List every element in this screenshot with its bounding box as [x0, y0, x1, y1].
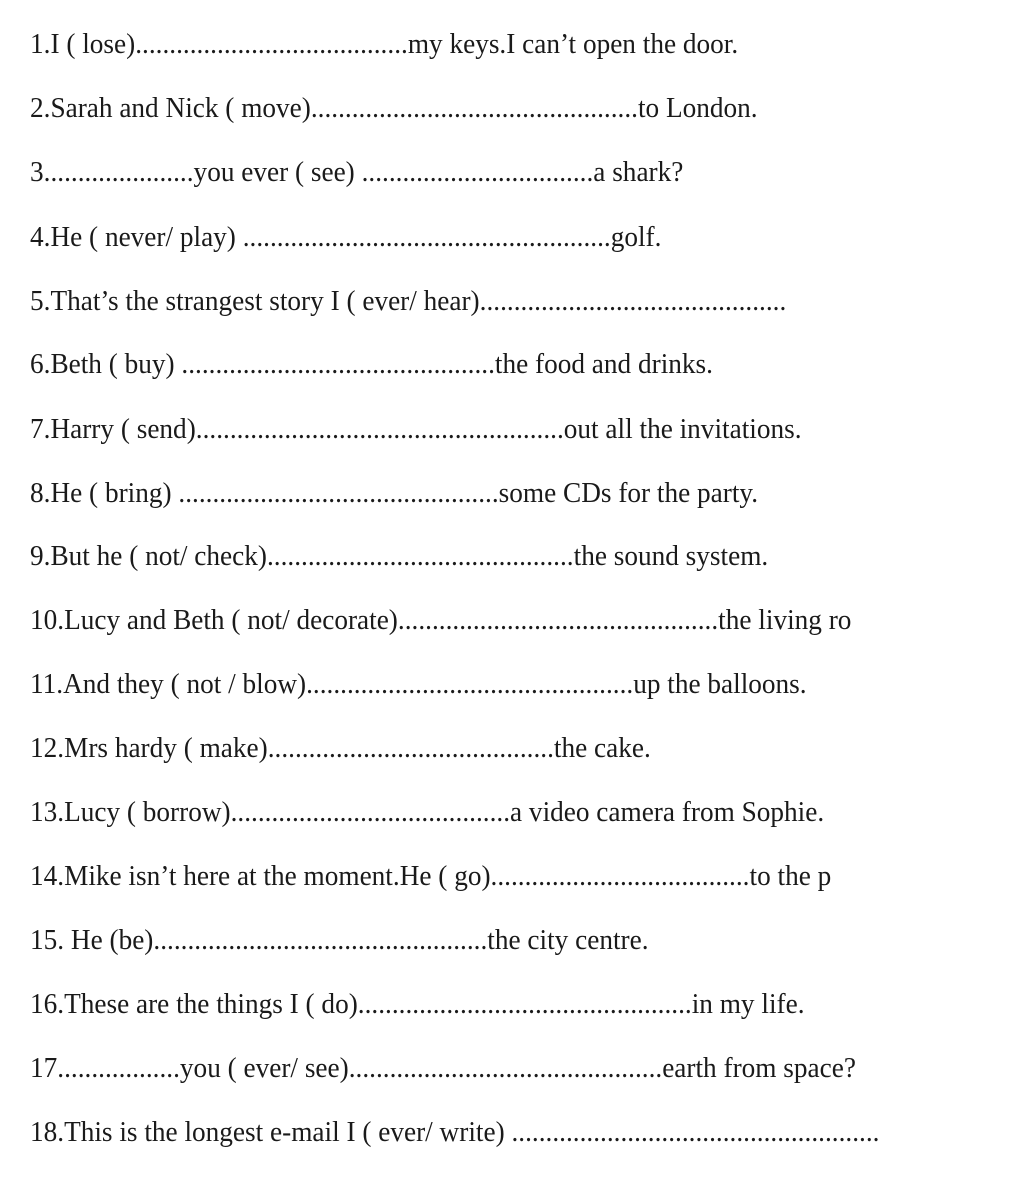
- exercise-line-12: [30, 728, 651, 768]
- exercise-text: 2.Sarah and Nick ( move)................................................to London.: [30, 92, 758, 124]
- exercise-line-15: [30, 920, 649, 960]
- exercise-line-5: [30, 281, 786, 321]
- exercise-line-13: [30, 792, 824, 832]
- exercise-text: 15. He (be).................................................the city centre.: [30, 924, 649, 956]
- exercise-line-4: [30, 217, 661, 257]
- exercise-text: 14.Mike isn’t here at the moment.He ( go)......................................to the p: [30, 860, 832, 892]
- exercise-line-18: [30, 1112, 879, 1152]
- exercise-line-7: [30, 409, 802, 449]
- exercise-text: 13.Lucy ( borrow).........................................a video camera from Sophie.: [30, 796, 825, 828]
- exercise-text: 12.Mrs hardy ( make)..........................................the cake.: [30, 732, 651, 764]
- exercise-text: 11.And they ( not / blow)................................................up the balloons.: [30, 668, 807, 700]
- exercise-line-1: [30, 24, 738, 64]
- exercise-line-6: [30, 344, 713, 384]
- exercise-text: 7.Harry ( send)......................................................out all the invitations.: [30, 413, 802, 445]
- exercise-text: 5.That’s the strangest story I ( ever/ hear).............................................: [30, 285, 787, 317]
- exercise-line-17: [30, 1048, 856, 1088]
- exercise-text: 16.These are the things I ( do).................................................in my life.: [30, 988, 805, 1020]
- exercise-text: 10.Lucy and Beth ( not/ decorate)...............................................the living ro: [30, 604, 852, 636]
- exercise-text: 6.Beth ( buy) ..............................................the food and drinks.: [30, 348, 713, 380]
- exercise-line-8: [30, 473, 758, 513]
- exercise-text: 4.He ( never/ play) ......................................................golf.: [30, 221, 662, 253]
- exercise-line-16: [30, 984, 805, 1024]
- exercise-line-10: [30, 600, 851, 640]
- exercise-line-14: [30, 856, 831, 896]
- exercise-text: 1.I ( lose)........................................my keys.I can’t open the door.: [30, 28, 739, 60]
- exercise-line-3: [30, 152, 683, 192]
- exercise-line-2: [30, 88, 758, 128]
- exercise-text: 9.But he ( not/ check).............................................the sound system.: [30, 540, 769, 572]
- exercise-text: 17..................you ( ever/ see)..............................................earth from space?: [30, 1052, 856, 1084]
- exercise-text: 18.This is the longest e-mail I ( ever/ write) ......................................................: [30, 1116, 880, 1148]
- exercise-text: 8.He ( bring) ...............................................some CDs for the party.: [30, 477, 759, 509]
- exercise-line-9: [30, 536, 768, 576]
- exercise-text: 3......................you ever ( see) ..................................a shark?: [30, 156, 684, 188]
- exercise-line-11: [30, 664, 807, 704]
